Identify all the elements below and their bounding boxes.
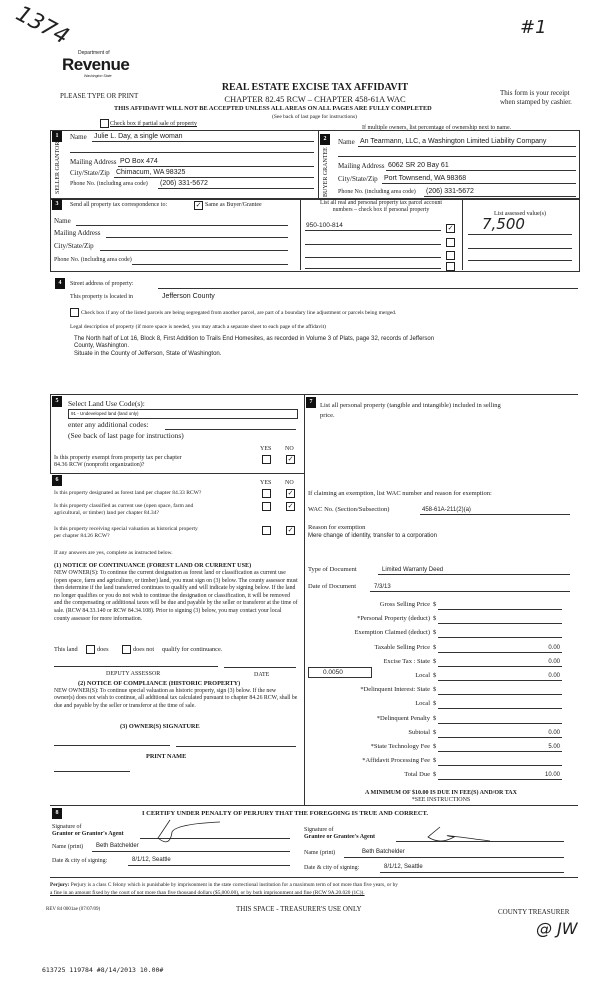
doc-date-field[interactable]: 7/3/13 bbox=[374, 584, 391, 590]
land-use-label: Select Land Use Code(s): bbox=[68, 399, 145, 408]
grantor-signature[interactable] bbox=[150, 818, 230, 848]
same-as-buyer-label: Same as Buyer/Grantee bbox=[205, 202, 262, 208]
seller-city-label: City/State/Zip bbox=[70, 169, 110, 177]
buyer-city-field[interactable]: Port Townsend, WA 98368 bbox=[384, 175, 467, 182]
does-qualify-checkbox[interactable] bbox=[86, 645, 95, 654]
legal-description-line-2: County, Washington. bbox=[74, 343, 130, 349]
grantee-date-field[interactable]: 8/1/12, Seattle bbox=[384, 864, 423, 870]
grantee-agent-label: Grantee or Grantee's Agent bbox=[304, 834, 376, 840]
notice-compliance-title: (2) NOTICE OF COMPLIANCE (HISTORIC PROPERTY) bbox=[78, 680, 241, 687]
corr-name-label: Name bbox=[54, 217, 71, 225]
land-use-value: 91 - Undeveloped land (land only) bbox=[71, 411, 139, 416]
current-use-question: Is this property classified as current use (open space, farm and bbox=[54, 503, 194, 509]
owner-signature-label: (3) OWNER(S) SIGNATURE bbox=[120, 723, 200, 730]
fee-label: *Delinquent Interest: State bbox=[360, 686, 430, 693]
no-header: NO bbox=[285, 446, 294, 452]
reason-label: Reason for exemption bbox=[308, 524, 366, 531]
fee-label: Local bbox=[415, 700, 430, 707]
currency-sign: $ bbox=[433, 629, 437, 636]
exempt-yes-checkbox[interactable] bbox=[262, 455, 271, 464]
handwritten-initials: @ JW bbox=[536, 919, 578, 938]
grantee-date-label: Date & city of signing: bbox=[304, 865, 360, 871]
local-rate-box[interactable] bbox=[308, 667, 372, 678]
treasurer-space-label: THIS SPACE - TREASURER'S USE ONLY bbox=[236, 905, 362, 913]
see-instructions-note: *SEE INSTRUCTIONS bbox=[411, 797, 471, 803]
wac-label: WAC No. (Section/Subsection) bbox=[308, 506, 390, 513]
seller-phone-field[interactable]: (206) 331-5672 bbox=[160, 180, 208, 187]
fee-label: Exemption Claimed (deduct) bbox=[354, 629, 430, 636]
seller-grantor-label: SELLER GRANTOR bbox=[55, 141, 61, 194]
legal-description-line-3: Situate in the County of Jefferson, State of Washington. bbox=[74, 351, 222, 357]
grantor-date-label: Date & city of signing: bbox=[52, 858, 108, 864]
section-3-number: 3 bbox=[52, 199, 62, 210]
personal-property-checkbox-4[interactable] bbox=[446, 262, 455, 271]
logo-dept: Department of bbox=[78, 50, 110, 56]
assessed-value-field[interactable]: 7,500 bbox=[482, 215, 525, 233]
does-label: does bbox=[97, 646, 109, 653]
please-type: PLEASE TYPE OR PRINT bbox=[60, 92, 139, 100]
buyer-name-field[interactable]: An Tearmann, LLC, a Washington Limited Liability Company bbox=[360, 138, 547, 145]
section-4-number: 4 bbox=[55, 278, 65, 289]
fee-label: *Affidavit Processing Fee bbox=[362, 757, 430, 764]
grantor-agent-label: Grantor or Grantor's Agent bbox=[52, 831, 124, 837]
qualify-label: qualify for continuance. bbox=[162, 646, 223, 653]
legal-description-line-1: The North half of Lot 16, Block 8, First Addition to Trails End Homesites, as recorded in Volume 3 of Plats, page 32, records of Jefferson bbox=[74, 336, 435, 342]
buyer-mail-field[interactable]: 6062 SR 20 Bay 61 bbox=[388, 162, 449, 169]
currency-sign: $ bbox=[433, 743, 437, 750]
fee-label: *Personal Property (deduct) bbox=[357, 615, 430, 622]
currency-sign: $ bbox=[433, 672, 437, 679]
partial-sale-label: Check box if partial sale of property bbox=[110, 121, 197, 127]
reason-field[interactable]: Mere change of identity, transfer to a corporation bbox=[308, 533, 437, 539]
currency-sign: $ bbox=[433, 658, 437, 665]
legal-description-label: Legal description of property (if more space is needed, you may attach a separate sheet to each page of the affidavit) bbox=[70, 324, 326, 330]
currency-sign: $ bbox=[433, 729, 437, 736]
certify-statement: I CERTIFY UNDER PENALTY OF PERJURY THAT THE FOREGOING IS TRUE AND CORRECT. bbox=[142, 810, 429, 817]
seller-name-field[interactable]: Julie L. Day, a single woman bbox=[94, 133, 183, 140]
forest-yes-checkbox[interactable] bbox=[262, 489, 271, 498]
fee-value[interactable]: 10.00 bbox=[544, 772, 560, 778]
send-correspondence-label: Send all property tax correspondence to: bbox=[70, 202, 168, 208]
buyer-mail-label: Mailing Address bbox=[338, 162, 385, 170]
seller-mail-label: Mailing Address bbox=[70, 158, 117, 166]
exempt-question: Is this property exempt from property tax per chapter bbox=[54, 455, 182, 461]
buyer-phone-label: Phone No. (including area code) bbox=[338, 189, 416, 195]
notice-continuance-text: NEW OWNER(S): To continue the current designation as forest land or classification as current use (open space, farm and agriculture, or timber) land, you must sign on (3) below. The county assessor must then determine if the land transferred continues to qualify and will indicate by signing below. If the land no longer qualifies or you do not wish to continue the designation or classification, it will be removed and the compensating or additional taxes will be due and payable by the seller or transferor at the time of sale. (RCW 84.33.140 or RCW 84.34.108). Prior to signing (3) below, you may contact your local county assessor for more information. bbox=[54, 570, 298, 622]
section-6-number: 6 bbox=[52, 475, 62, 486]
currency-sign: $ bbox=[433, 771, 437, 778]
section-1-number: 1 bbox=[52, 131, 62, 142]
corr-phone-label: Phone No. (including area code) bbox=[54, 257, 132, 263]
seller-name-label: Name bbox=[70, 133, 87, 141]
fee-label: Total Due bbox=[404, 771, 430, 778]
perjury-text-2: a fine in an amount fixed by the court of not more than five thousand dollars ($5,000.00), or by both imprisonment and fine (RCW 9A.20.020 (1C)). bbox=[50, 890, 365, 896]
buyer-phone-field[interactable]: (206) 331-5672 bbox=[426, 188, 474, 195]
seller-city-field[interactable]: Chimacum, WA 98325 bbox=[116, 169, 186, 176]
grantee-name-label: Name (print) bbox=[304, 850, 336, 856]
receipt-note-1: This form is your receipt bbox=[500, 89, 570, 97]
personal-property-checkbox-3[interactable] bbox=[446, 251, 455, 260]
fee-value[interactable]: 0.00 bbox=[548, 730, 560, 736]
form-chapter: CHAPTER 82.45 RCW – CHAPTER 458-61A WAC bbox=[224, 94, 406, 104]
fee-label: *Delinquent Penalty bbox=[376, 715, 430, 722]
county-value: Jefferson County bbox=[162, 293, 215, 300]
seller-mail-field[interactable]: PO Box 474 bbox=[120, 158, 158, 165]
logo-name: Revenue bbox=[62, 55, 130, 74]
receipt-note-2: when stamped by cashier. bbox=[500, 98, 572, 106]
form-warning: THIS AFFIDAVIT WILL NOT BE ACCEPTED UNLESS ALL AREAS ON ALL PAGES ARE FULLY COMPLETED bbox=[114, 105, 432, 112]
land-use-select[interactable] bbox=[68, 409, 298, 419]
grantor-name-field[interactable]: Beth Batchelder bbox=[96, 843, 139, 849]
doc-type-label: Type of Document bbox=[308, 566, 357, 573]
fee-label: *State Technology Fee bbox=[370, 743, 430, 750]
parcel-header-1: List all real and personal property tax parcel account bbox=[319, 200, 442, 206]
corr-mail-label: Mailing Address bbox=[54, 229, 101, 237]
fee-value[interactable]: 0.00 bbox=[548, 659, 560, 665]
parcel-header-2: numbers – check box if personal property bbox=[332, 207, 430, 213]
same-as-buyer-checkbox[interactable]: ✓ bbox=[195, 201, 202, 209]
historic-yes-checkbox[interactable] bbox=[262, 526, 271, 535]
fee-label: Local bbox=[415, 672, 430, 679]
parcel-number-1[interactable]: 950-100-814 bbox=[306, 222, 343, 229]
deputy-assessor-label: DEPUTY ASSESSOR bbox=[106, 671, 161, 677]
perjury-text-1: Perjury is a class C felony which is punishable by imprisonment in the state correctional institution for a maximum term of not more than five years, or by bbox=[70, 882, 398, 888]
notice-continuance-title: (1) NOTICE OF CONTINUANCE (FOREST LAND OR CURRENT USE) bbox=[54, 562, 252, 569]
perjury-label: Perjury: bbox=[50, 882, 70, 888]
currency-sign: $ bbox=[433, 601, 437, 608]
multiple-owners-note: If multiple owners, list percentage of ownership next to name. bbox=[362, 125, 512, 131]
seller-phone-label: Phone No. (including area code) bbox=[70, 181, 148, 187]
form-revision: REV 84 0001ae (07/07/09) bbox=[46, 907, 101, 912]
currency-sign: $ bbox=[433, 700, 437, 707]
yes-header-6: YES bbox=[260, 480, 272, 486]
currency-sign: $ bbox=[433, 715, 437, 722]
segregated-label: Check box if any of the listed parcels are being segregated from another parcel, are part of a boundary line adjustment or parcels being merged. bbox=[81, 310, 397, 316]
wac-field[interactable]: 458-61A-211(2)(a) bbox=[422, 507, 471, 513]
historic-no-checkbox[interactable]: ✓ bbox=[287, 526, 294, 534]
forest-land-question: Is this property designated as forest land per chapter 84.33 RCW? bbox=[54, 490, 202, 496]
notice-compliance-text: NEW OWNER(S): To continue special valuation as historic property, sign (3) below. If the new owner(s) does not wish to continue, all additional tax calculated pursuant to chapter 84.26 RCW, shall be due and payable by the seller or transferor at the time of sale. bbox=[54, 688, 298, 709]
local-rate-value: 0.0050 bbox=[323, 669, 343, 676]
grantor-name-label: Name (print) bbox=[52, 844, 84, 850]
partial-sale-checkbox[interactable] bbox=[100, 119, 109, 128]
if-yes-instructions: If any answers are yes, complete as instructed below. bbox=[54, 550, 173, 556]
receipt-stamp: 613725 119784 #8/14/2013 10.00# bbox=[42, 966, 164, 974]
buyer-grantee-label: BUYER GRANTEE bbox=[323, 147, 329, 197]
section-7-number: 7 bbox=[306, 397, 316, 408]
fee-label: Gross Selling Price bbox=[379, 601, 430, 608]
logo-state: Washington State bbox=[84, 74, 112, 78]
personal-property-label: List all personal property (tangible and intangible) included in selling bbox=[320, 402, 501, 409]
does-not-label: does not bbox=[133, 646, 155, 653]
currency-sign: $ bbox=[433, 686, 437, 693]
form-title: REAL ESTATE EXCISE TAX AFFIDAVIT bbox=[221, 82, 409, 93]
fee-value[interactable]: 5.00 bbox=[548, 744, 560, 750]
exempt-question-2: 84.36 RCW (nonprofit organization)? bbox=[54, 462, 145, 468]
currency-sign: $ bbox=[433, 644, 437, 651]
assessed-value-header: List assessed value(s) bbox=[494, 211, 546, 217]
fee-value[interactable]: 0.00 bbox=[548, 645, 560, 651]
fee-label: Subtotal bbox=[408, 729, 430, 736]
section-2-number: 2 bbox=[320, 134, 330, 145]
land-use-see-back: (See back of last page for instructions) bbox=[68, 431, 184, 440]
county-treasurer-label: COUNTY TREASURER bbox=[498, 908, 570, 916]
buyer-name-label: Name bbox=[338, 138, 355, 146]
doc-date-label: Date of Document bbox=[308, 583, 357, 590]
current-use-yes-checkbox[interactable] bbox=[262, 502, 271, 511]
additional-codes-label: enter any additional codes: bbox=[68, 420, 149, 429]
handwritten-mark: #1 bbox=[520, 17, 547, 38]
this-land-label: This land bbox=[54, 646, 78, 653]
buyer-city-label: City/State/Zip bbox=[338, 175, 378, 183]
historic-question: Is this property receiving special valuation as historical property bbox=[54, 526, 198, 532]
corr-city-label: City/State/Zip bbox=[54, 242, 94, 250]
currency-sign: $ bbox=[433, 615, 437, 622]
forest-no-checkbox[interactable]: ✓ bbox=[287, 489, 294, 497]
date-label: DATE bbox=[254, 672, 270, 678]
section-8-number: 8 bbox=[52, 808, 62, 819]
see-back: (See back of last page for instructions) bbox=[272, 114, 357, 120]
no-header-6: NO bbox=[285, 480, 294, 486]
print-name-label: PRINT NAME bbox=[146, 753, 187, 760]
exempt-no-checkbox[interactable]: ✓ bbox=[287, 455, 294, 463]
personal-property-checkbox-2[interactable] bbox=[446, 238, 455, 247]
located-in-label: This property is located in bbox=[70, 294, 133, 300]
minimum-due-note: A MINIMUM OF $10.00 IS DUE IN FEE(S) AND/OR TAX bbox=[365, 790, 517, 796]
personal-property-label-2: price. bbox=[320, 412, 335, 419]
currency-sign: $ bbox=[433, 757, 437, 764]
doc-type-field[interactable]: Limited Warranty Deed bbox=[382, 567, 444, 573]
grantor-sig-label: Signature of bbox=[52, 824, 82, 830]
section-5-number: 5 bbox=[52, 396, 62, 407]
fee-value[interactable]: 0.00 bbox=[548, 673, 560, 679]
grantor-date-field[interactable]: 8/1/12, Seattle bbox=[132, 857, 171, 863]
current-use-no-checkbox[interactable]: ✓ bbox=[287, 502, 294, 510]
fee-label: Excise Tax : State bbox=[383, 658, 430, 665]
does-not-qualify-checkbox[interactable] bbox=[122, 645, 131, 654]
grantee-signature[interactable] bbox=[420, 825, 500, 847]
historic-question-2: per chapter 84.26 RCW? bbox=[54, 533, 110, 539]
exemption-claim-label: If claiming an exemption, list WAC number and reason for exemption: bbox=[308, 490, 492, 497]
segregated-checkbox[interactable] bbox=[70, 308, 79, 317]
personal-property-checkbox-1[interactable]: ✓ bbox=[447, 224, 454, 232]
grantee-name-field[interactable]: Beth Batchelder bbox=[362, 849, 405, 855]
fee-label: Taxable Selling Price bbox=[374, 644, 430, 651]
handwritten-number: 1374 bbox=[11, 1, 73, 50]
grantee-sig-label: Signature of bbox=[304, 827, 334, 833]
current-use-question-2: agricultural, or timber) land per chapter 84.34? bbox=[54, 510, 159, 516]
street-address-label: Street address of property: bbox=[70, 281, 134, 287]
yes-header: YES bbox=[260, 446, 272, 452]
